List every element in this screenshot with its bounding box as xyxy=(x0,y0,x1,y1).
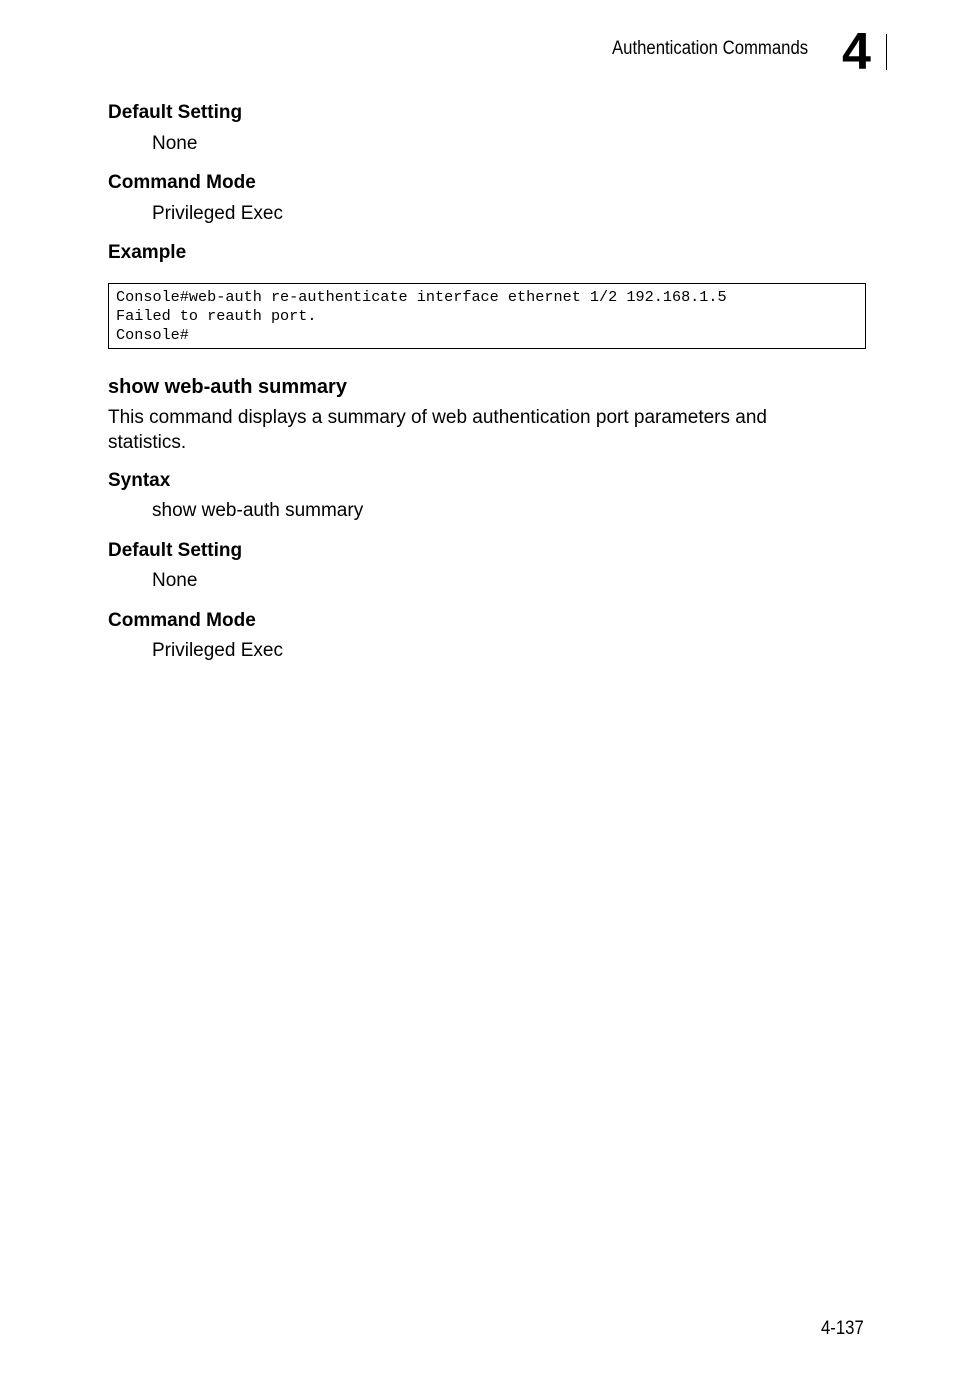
default-setting-heading: Default Setting xyxy=(108,540,243,561)
command-mode-value: Privileged Exec xyxy=(152,640,283,661)
code-line: Console#web-auth re-authenticate interface ethernet 1/2 192.168.1.5 xyxy=(116,288,727,306)
syntax-value: show web-auth summary xyxy=(152,500,364,521)
chapter-number: 4 xyxy=(842,23,871,81)
command-heading: show web-auth summary xyxy=(108,376,347,398)
page-number: 4-137 xyxy=(821,1318,864,1339)
command-mode-heading: Command Mode xyxy=(108,610,256,631)
example-heading: Example xyxy=(108,242,187,263)
chapter-divider xyxy=(886,34,887,70)
code-line: Console# xyxy=(116,326,189,344)
code-line: Failed to reauth port. xyxy=(116,307,317,325)
default-setting-value: None xyxy=(152,133,198,154)
command-mode-heading: Command Mode xyxy=(108,172,256,193)
example-code-block xyxy=(108,283,866,349)
header-title: Authentication Commands xyxy=(612,38,809,59)
command-description: This command displays a summary of web authentication port parameters and statistics. xyxy=(108,407,767,453)
default-setting-heading: Default Setting xyxy=(108,102,243,123)
syntax-heading: Syntax xyxy=(108,470,171,491)
default-setting-value: None xyxy=(152,570,198,591)
command-mode-value: Privileged Exec xyxy=(152,203,283,224)
